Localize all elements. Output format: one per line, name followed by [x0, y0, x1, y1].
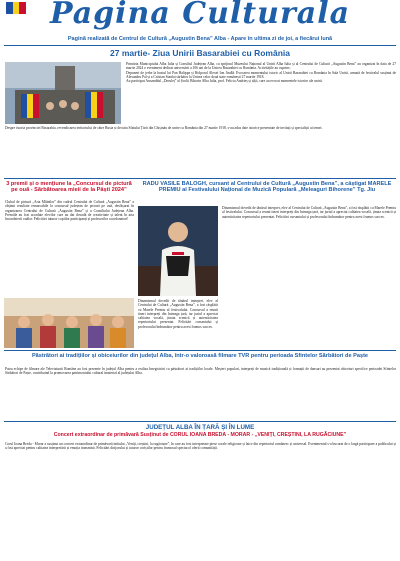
article3-text — [222, 206, 396, 348]
article3-title: RADU VASILE BALOGH, cursant al Centrului de Cultură „Augustin Bena”, a câștigat MARELE PREMIU al Festivalului Național de Muzică Populară „Meleaguri Bihorene” Tg. Jiu — [142, 181, 392, 194]
article5-text — [5, 442, 396, 556]
article3-paragraph: Dinamismul dovedit de tânărul interpret, elev al Centrului de Cultură „Augustin Bena”, a fost răsplătit cu Marele Premiu al festivalului. Concursul a reunit tineri interpreți din întreaga țară, iar juriul a apreciat calitatea vocală, ținuta scenică și autenticitatea repertoriului prezentat. Felicitări cursantului și profesorului îndrumător pentru acest frumos succes. — [222, 206, 396, 219]
article3-photo — [138, 206, 218, 296]
article1-text — [126, 62, 396, 124]
article2-paragraph: Clubul de pictură „Arta Mâinilor” din cadrul Centrului de Cultură „Augustin Bena” a obținut rezultate remarcabile la concursul județean de pictură pe ouă, desfășurat în organizarea Centrului de Cultură „Augustin Bena” și a Consiliului Județean Alba. Premiile au fost acordate elevilor care au dat dovadă de creativitate și talent în arta încondeierii ouălor. Felicitări tuturor copiilor participanți și profesorilor coordonatori! — [5, 200, 134, 222]
divider — [4, 45, 396, 46]
article1-title: 27 martie- Ziua Unirii Basarabiei cu România — [110, 48, 290, 58]
masthead — [0, 0, 400, 36]
article2-text — [5, 200, 134, 296]
article5-title: JUDEȚUL ALBA ÎN ȚARĂ ȘI ÎN LUME — [145, 424, 255, 431]
divider — [4, 178, 396, 179]
article4-paragraph: Patru echipe de filmare ale Televiziunii Române au fost prezente în județul Alba pentru a realiza înregistrări cu păstrători ai tradițiilor locale. Meșteri populari, interpreți de muzică tradițională și formații de dansuri au prezentat obiceiuri specifice perioadei Sfintelor Sărbători de Paște, contribuind la promovarea patrimoniului cultural imaterial al județului Alba. — [5, 367, 396, 376]
article4-text — [5, 367, 396, 419]
article4-title: Păstrători ai tradițiilor și obiceiurilor din județul Alba, într-o valoroasă filmare TVR pentru perioada Sfintelor Sărbători de Paște — [31, 353, 369, 359]
article1-paragraph: Primăria Municipiului Alba Iulia și Consiliul Județean Alba, cu sprijinul Muzeului Național al Unirii Alba Iulia și al Centrului de Cultură „Augustin Bena” au organizat în data de 27 martie 2024 o eveniment dedicat aniversării a 106 ani de la Unirea Basarabiei cu România. Activitățile au cuprins: — [126, 62, 396, 71]
publication-subtitle: Pagină realizată de Centrul de Cultură „Augustin Bena” Alba - Apare în ultima zi de joi, a fiecărui lună — [67, 36, 333, 42]
divider — [4, 350, 396, 351]
article1-paragraph: Au participat Ansamblul „Doruleț” al Școlii Bihorin Alba Iulia, prof. Felicia Andrieș și alții, care au evocat momentele istorice ale unirii. — [126, 79, 323, 84]
article1-photo — [5, 62, 121, 124]
article5-paragraph: Corul Ioana Breda - Morar a susținut un concert extraordinar de primăvară intitulat „Veniți, creștini, la rugăciune”, în care au fost interpretate piese corale religioase și laice din repertoriul românesc și universal. Evenimentul s-a bucurat de o largă participare a publicului și a fost apreciat pentru calitatea interpretării și emoția transmisă. Felicitări dirijorului și tuturor coriștilor pentru frumosul spectacol oferit comunității. — [5, 442, 396, 451]
publication-title: Pagina Culturala — [49, 0, 351, 31]
article3-text-continued — [138, 299, 218, 348]
article5-subtitle: Concert extraordinar de primăvară Susținut de CORUL IOANA BREDA - MORAR - „VENIȚI, CREȘTINI, LA RUGĂCIUNE” — [53, 432, 347, 438]
divider — [4, 421, 396, 422]
article1-continued-text — [5, 126, 396, 176]
article1-paragraph: Depuneri de jerbe la bustul lui Pan Halippa și Holporul Alexei Ion Jindlă. Evocarea momentului istoric al Unirii Basarabiei cu România în Sala Unirii, urmată de festivalul susținut de Alexandru Pal și a Cristian Stanlai sărbător la Unirea celor două state românești 27 martie 1918. — [126, 70, 396, 79]
article2-photo — [4, 298, 134, 348]
article1-paragraph: Despre istoria provinciei Basarabia, revendicarea teritoriului de către Rusia și decizia Sfatului Țării din Chișinău de unire cu România din 27 martie 1918, s-au adus date istorice prezentate de invitați și specialiști ai temei. — [5, 126, 323, 130]
article3-paragraph: Dinamismul dovedit de tânărul interpret, elev al Centrului de Cultură „Augustin Bena”, a fost răsplătit cu Marele Premiu al festivalului. Concursul a reunit tineri interpreți din întreaga țară, iar juriul a apreciat calitatea vocală, ținuta scenică și autenticitatea repertoriului prezentat. Felicitări cursantului și profesorului îndrumător pentru acest frumos succes. — [138, 299, 218, 329]
article2-title: 3 premii și o mențiune la „Concursul de pictură pe ouă - Sărbătoarea mieii de la Pâști 2024” — [6, 181, 132, 194]
